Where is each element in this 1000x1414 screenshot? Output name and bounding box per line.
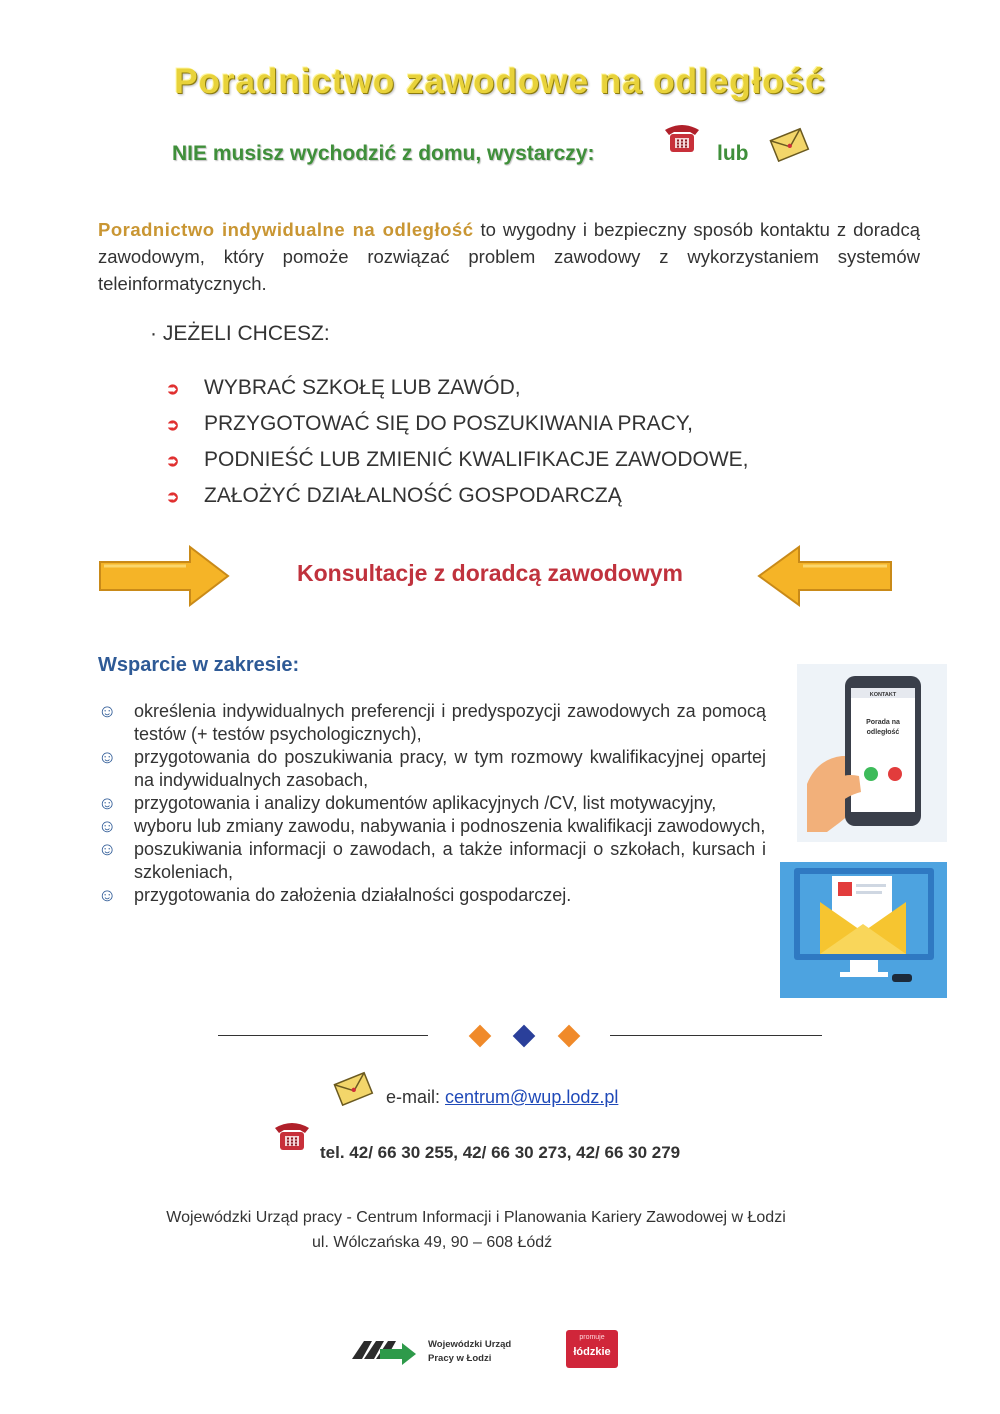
arrow-bullet-icon: ➲ <box>166 417 180 434</box>
goal-text: ZAŁOŻYĆ DZIAŁALNOŚĆ GOSPODARCZĄ <box>204 484 622 507</box>
telephone-icon <box>662 120 702 154</box>
footer-institution: Wojewódzki Urząd pracy - Centrum Informacji i Planowania Kariery Zawodowej w Łodzi <box>166 1209 786 1226</box>
list-item <box>166 406 749 442</box>
phone-label-line2: odległość <box>866 729 900 736</box>
lodzkie-logo-small-text: promuje <box>579 1334 605 1341</box>
email-label: e-mail: <box>386 1087 446 1107</box>
list-item <box>166 478 749 514</box>
phone-illustration <box>797 664 947 842</box>
divider-line-right <box>610 1035 822 1036</box>
subtitle: NIE musisz wychodzić z domu, wystarczy: <box>172 142 595 165</box>
goals-list <box>166 370 749 514</box>
smiley-icon: ☺ <box>98 701 117 721</box>
smartphone-hand-icon <box>797 664 947 842</box>
intro-paragraph <box>98 216 920 297</box>
phone-header: KONTAKT <box>869 692 897 698</box>
support-list <box>98 700 766 907</box>
monitor-envelope-icon <box>780 862 947 998</box>
consultation-banner: Konsultacje z doradcą zawodowym <box>297 560 683 586</box>
goal-text: PODNIEŚĆ LUB ZMIENIĆ KWALIFIKACJE ZAWODOWE, <box>204 448 749 471</box>
left-arrow-icon <box>757 545 893 607</box>
decline-call-icon <box>888 767 902 781</box>
list-item: ☺ określenia indywidualnych preferencji i predyspozycji zawodowych za pomocą testów (+ testów psychologicznych), <box>98 701 766 744</box>
wup-logo-icon <box>350 1333 418 1369</box>
smiley-icon: ☺ <box>98 839 117 859</box>
arrow-bullet-icon: ➲ <box>166 489 180 506</box>
wup-logo-text: Wojewódzki Urząd Pracy w Łodzi <box>428 1339 512 1364</box>
smiley-icon: ☺ <box>98 747 117 767</box>
list-item <box>166 370 749 406</box>
or-label: lub <box>717 142 749 165</box>
list-item: ☺ wyboru lub zmiany zawodu, nabywania i podnoszenia kwalifikacji zawodowych, <box>98 816 766 836</box>
diamond-icon <box>558 1025 581 1048</box>
email-link[interactable]: centrum@wup.lodz.pl <box>445 1087 619 1107</box>
email-illustration <box>780 862 947 998</box>
page-title: Poradnictwo zawodowe na odległość <box>174 62 826 101</box>
smiley-icon: ☺ <box>98 793 117 813</box>
list-item: ☺ przygotowania do założenia działalności gospodarczej. <box>98 885 572 905</box>
phone-label-line1: Porada na <box>866 719 900 726</box>
telephone-icon <box>272 1118 312 1152</box>
smiley-icon: ☺ <box>98 885 117 905</box>
list-item <box>166 442 749 478</box>
goal-text: PRZYGOTOWAĆ SIĘ DO POSZUKIWANIA PRACY, <box>204 412 693 435</box>
envelope-icon <box>332 1070 374 1106</box>
lodzkie-logo-text: łódzkie <box>573 1346 611 1358</box>
phone-numbers: tel. 42/ 66 30 255, 42/ 66 30 273, 42/ 66 30 279 <box>320 1143 681 1162</box>
accept-call-icon <box>864 767 878 781</box>
if-you-want-heading: · JEŻELI CHCESZ: <box>150 322 330 345</box>
list-item: ☺ poszukiwania informacji o zawodach, a także informacji o szkołach, kursach i szkoleniach, <box>98 839 766 882</box>
email-row <box>386 1087 618 1108</box>
envelope-icon <box>768 126 810 162</box>
support-heading: Wsparcie w zakresie: <box>98 654 300 676</box>
smiley-icon: ☺ <box>98 816 117 836</box>
diamond-icon <box>469 1025 492 1048</box>
intro-text: to wygodny i bezpieczny sposób kontaktu z doradcą zawodowym, który pomoże rozwiązać problem zawodowy z wykorzystaniem systemów teleinformatycznych. <box>98 219 920 294</box>
intro-highlight: Poradnictwo indywidualne na odległość <box>98 219 474 240</box>
list-item: ☺ przygotowania do poszukiwania pracy, w tym rozmowy kwalifikacyjnej opartej na indywidualnych zasobach, <box>98 747 766 790</box>
arrow-bullet-icon: ➲ <box>166 453 180 470</box>
goal-text: WYBRAĆ SZKOŁĘ LUB ZAWÓD, <box>204 376 521 399</box>
arrow-bullet-icon: ➲ <box>166 381 180 398</box>
divider-line-left <box>218 1035 428 1036</box>
list-item: ☺ przygotowania i analizy dokumentów aplikacyjnych /CV, list motywacyjny, <box>98 793 717 813</box>
diamond-icon <box>513 1025 536 1048</box>
footer-address: ul. Wólczańska 49, 90 – 608 Łódź <box>312 1234 553 1251</box>
